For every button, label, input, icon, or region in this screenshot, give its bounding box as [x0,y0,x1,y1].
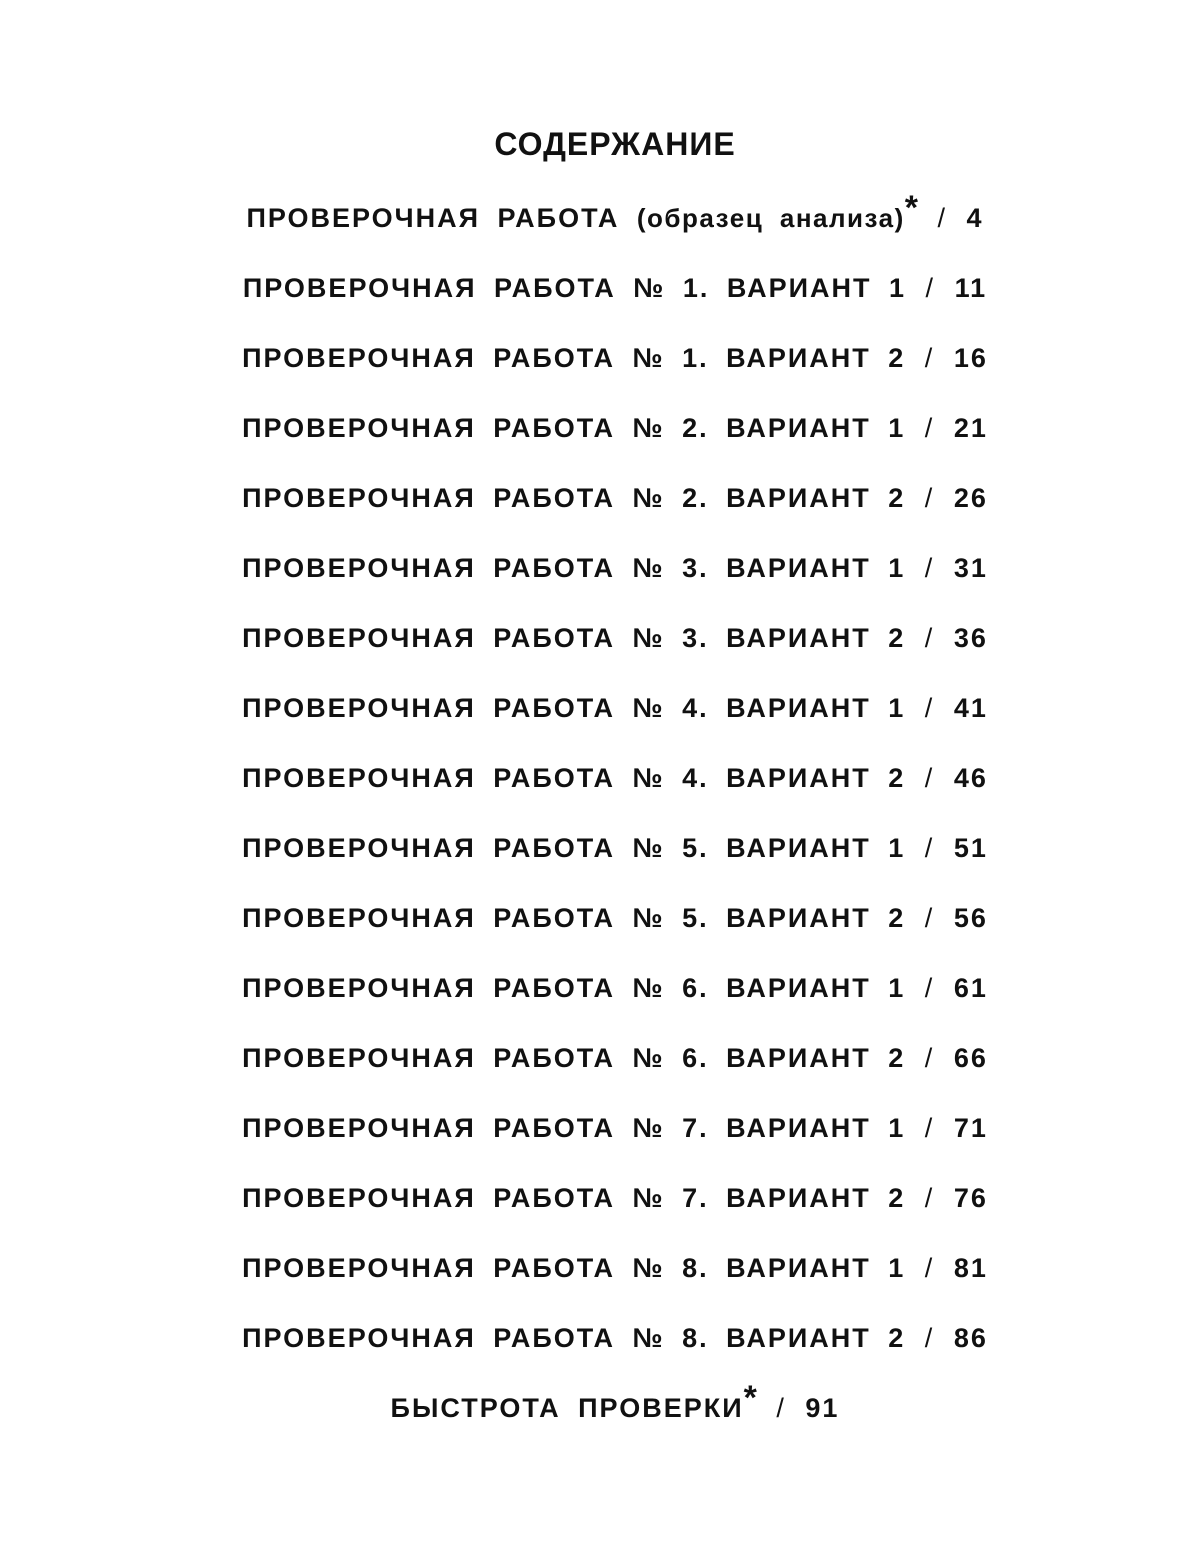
toc-entry-subtitle: (образец анализа) [636,203,905,233]
toc-separator: / [924,903,935,933]
toc-separator: / [924,833,935,863]
toc-entry-label: ПРОВЕРОЧНАЯ РАБОТА № 5. ВАРИАНТ 2 [242,903,906,933]
toc-separator: / [924,483,935,513]
toc-separator: / [924,413,935,443]
toc-entry-8-2[interactable] [0,1318,1200,1358]
toc-page-number: 76 [953,1183,988,1213]
toc-title: СОДЕРЖАНИЕ [494,126,736,162]
toc-entry-label: ПРОВЕРОЧНАЯ РАБОТА № 7. ВАРИАНТ 1 [242,1113,906,1143]
toc-page-number: 46 [953,763,988,793]
toc-entry-label: ПРОВЕРОЧНАЯ РАБОТА № 2. ВАРИАНТ 1 [242,413,906,443]
toc-page-number: 81 [953,1253,988,1283]
toc-page-number: 21 [953,413,988,443]
toc-separator: / [924,553,935,583]
toc-page-number: 71 [953,1113,988,1143]
toc-entry-label: ПРОВЕРОЧНАЯ РАБОТА № 2. ВАРИАНТ 2 [242,483,906,513]
toc-entry-label: ПРОВЕРОЧНАЯ РАБОТА № 4. ВАРИАНТ 2 [242,763,906,793]
toc-entry-5-2[interactable] [0,898,1200,938]
toc-page-number: 56 [953,903,988,933]
toc-entry-label: ПРОВЕРОЧНАЯ РАБОТА № 6. ВАРИАНТ 1 [242,973,906,1003]
toc-entry-label: ПРОВЕРОЧНАЯ РАБОТА № 3. ВАРИАНТ 2 [242,623,906,653]
toc-separator: / [924,763,935,793]
toc-entry-label: ПРОВЕРОЧНАЯ РАБОТА № 7. ВАРИАНТ 2 [242,1183,906,1213]
toc-entry-1-1[interactable] [0,268,1200,308]
toc-page-number: 91 [805,1393,840,1423]
footnote-mark: * [904,189,918,227]
toc-entry-3-2[interactable] [0,618,1200,658]
toc-separator: / [924,1043,935,1073]
toc-entry-4-2[interactable] [0,758,1200,798]
toc-page-number: 16 [953,343,988,373]
toc-page-number: 4 [966,203,984,233]
toc-entry-label: ПРОВЕРОЧНАЯ РАБОТА № 8. ВАРИАНТ 2 [242,1323,906,1353]
toc-separator: / [937,203,947,233]
toc-separator: / [924,1183,935,1213]
toc-separator: / [924,973,935,1003]
toc-entry-3-1[interactable] [0,548,1200,588]
toc-page-number: 61 [953,973,988,1003]
toc-entry-label: ПРОВЕРОЧНАЯ РАБОТА [246,203,620,233]
toc-page-number: 41 [953,693,988,723]
toc-separator: / [925,273,936,303]
toc-entry-1-2[interactable] [0,338,1200,378]
toc-entry-2-1[interactable] [0,408,1200,448]
toc-entry-label: ПРОВЕРОЧНАЯ РАБОТА № 1. ВАРИАНТ 2 [242,343,906,373]
toc-entry-7-1[interactable] [0,1108,1200,1148]
footnote-mark: * [743,1379,757,1417]
toc-entry-8-1[interactable] [0,1248,1200,1288]
toc-page-number: 51 [953,833,988,863]
toc-page-number: 36 [953,623,988,653]
toc-entry-7-2[interactable] [0,1178,1200,1218]
toc-separator: / [776,1393,786,1423]
toc-entry-label: ПРОВЕРОЧНАЯ РАБОТА № 5. ВАРИАНТ 1 [242,833,906,863]
toc-separator: / [924,693,935,723]
toc-entry-check-speed[interactable] [0,1379,1200,1428]
toc-entry-label: ПРОВЕРОЧНАЯ РАБОТА № 6. ВАРИАНТ 2 [242,1043,906,1073]
toc-entry-label: ПРОВЕРОЧНАЯ РАБОТА № 4. ВАРИАНТ 1 [242,693,906,723]
toc-entry-sample-analysis[interactable] [0,189,1200,238]
toc-page-number: 11 [954,273,988,303]
toc-entry-2-2[interactable] [0,478,1200,518]
toc-entry-6-1[interactable] [0,968,1200,1008]
toc-page-number: 26 [953,483,988,513]
toc-entry-label: БЫСТРОТА ПРОВЕРКИ [390,1393,744,1423]
toc-separator: / [924,1253,935,1283]
toc-page-number: 86 [953,1323,988,1353]
toc-entry-label: ПРОВЕРОЧНАЯ РАБОТА № 3. ВАРИАНТ 1 [242,553,906,583]
toc-page-number: 31 [953,553,988,583]
toc-separator: / [924,1323,935,1353]
toc-separator: / [924,623,935,653]
toc-entry-4-1[interactable] [0,688,1200,728]
toc-entry-label: ПРОВЕРОЧНАЯ РАБОТА № 8. ВАРИАНТ 1 [242,1253,906,1283]
toc-separator: / [924,1113,935,1143]
toc-separator: / [924,343,935,373]
toc-entry-6-2[interactable] [0,1038,1200,1078]
toc-entry-label: ПРОВЕРОЧНАЯ РАБОТА № 1. ВАРИАНТ 1 [242,273,907,303]
toc-entry-5-1[interactable] [0,828,1200,868]
toc-page-number: 66 [953,1043,988,1073]
